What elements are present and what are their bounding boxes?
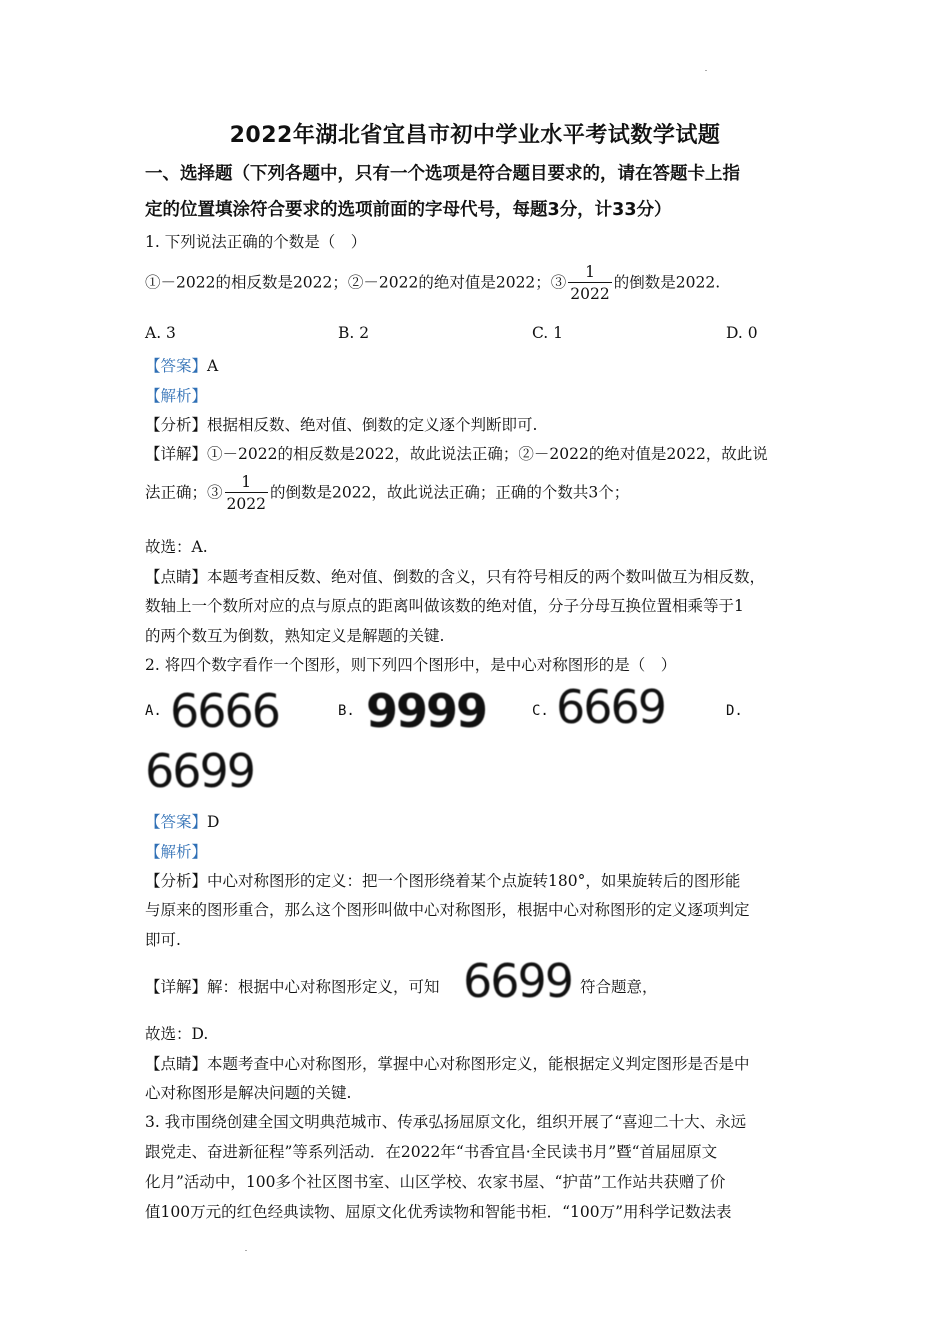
fraction-numerator: 1 xyxy=(241,473,252,491)
page-title: 2022年湖北省宜昌市初中学业水平考试数学试题 xyxy=(229,123,721,148)
option-c-label: C. xyxy=(532,703,549,719)
detail-text: 符合题意， xyxy=(580,978,658,996)
dianjing-text: 本题考查中心对称图形，掌握中心对称图形定义，能根据定义判定图形是否是中 xyxy=(207,1055,750,1073)
detail-image: 6699 xyxy=(463,954,573,1008)
answer-tag: 【答案】 xyxy=(145,813,208,831)
option-a-label: A. xyxy=(145,703,162,719)
fraction xyxy=(568,262,611,305)
option-b: B. 2 xyxy=(338,324,370,342)
dianjing-line xyxy=(145,1052,750,1074)
option-c-image: 6669 xyxy=(556,680,666,734)
question-1-stem: 1. 下列说法正确的个数是（ ） xyxy=(145,233,367,251)
fenxi-tag: 【分析】 xyxy=(145,872,208,890)
detail-text: 法正确；③ xyxy=(145,483,223,502)
option-a-image: 6666 xyxy=(170,684,280,738)
option-c: C. 1 xyxy=(532,324,564,342)
detail-text: 的倒数是2022，故此说法正确；正确的个数共3个； xyxy=(269,483,630,502)
dianjing-tag: 【点睛】 xyxy=(145,568,208,586)
page-mark-dot xyxy=(705,70,707,71)
detail-text: ①－2022的相反数是2022，故此说法正确；②－2022的绝对值是2022，故此说 xyxy=(207,445,768,463)
statement-text: ①－2022的相反数是2022；②－2022的绝对值是2022；③ xyxy=(145,273,567,292)
fraction-denominator: 2022 xyxy=(225,492,268,515)
dianjing-line: 数轴上一个数所对应的点与原点的距离叫做该数的绝对值，分子分母互换位置相乘等于1 xyxy=(145,597,744,615)
section-heading xyxy=(145,156,805,228)
detail-line xyxy=(145,442,768,464)
option-d-label: D. xyxy=(726,703,743,719)
detail-tag: 【详解】 xyxy=(145,445,208,463)
option-d: D. 0 xyxy=(726,324,758,342)
detail-line xyxy=(145,975,440,997)
choose-line: 故选：A. xyxy=(145,538,208,556)
option-a: A. 3 xyxy=(145,324,176,342)
answer-tag: 【答案】 xyxy=(145,357,208,375)
answer-value: A xyxy=(207,357,219,375)
question-3-line: 跟党走、奋进新征程”等系列活动．在2022年“书香宜昌·全民读书月”暨“首届屈原文 xyxy=(145,1143,718,1161)
fenxi-text: 中心对称图形的定义：把一个图形绕着某个点旋转180°，如果旋转后的图形能 xyxy=(207,872,741,890)
question-1-statement xyxy=(145,262,720,305)
option-d-image: 6699 xyxy=(145,744,255,798)
analysis-tag: 【解析】 xyxy=(145,387,208,405)
fraction-numerator: 1 xyxy=(585,263,595,281)
answer-line xyxy=(145,354,218,376)
statement-text: 的倒数是2022. xyxy=(613,273,721,292)
dianjing-line: 心对称图形是解决问题的关键. xyxy=(145,1084,352,1102)
dianjing-line: 的两个数互为倒数，熟知定义是解题的关键. xyxy=(145,627,445,645)
fenxi-line: 即可. xyxy=(145,931,181,949)
fenxi-line xyxy=(145,413,537,435)
question-3-line: 化月”活动中，100多个社区图书室、山区学校、农家书屋、“护苗”工作站共获赠了价 xyxy=(145,1173,726,1191)
option-b-image: 9999 xyxy=(366,684,487,738)
dianjing-line xyxy=(145,565,765,587)
answer-value: D xyxy=(207,813,220,831)
detail-line xyxy=(145,472,629,515)
question-2-stem: 2. 将四个数字看作一个图形，则下列四个图形中，是中心对称图形的是（ ） xyxy=(145,656,677,674)
dianjing-text: 本题考查相反数、绝对值、倒数的含义，只有符号相反的两个数叫做互为相反数， xyxy=(207,568,766,586)
section-heading-line: 定的位置填涂符合要求的选项前面的字母代号，每题3分，计33分） xyxy=(145,200,672,220)
fenxi-line: 与原来的图形重合，那么这个图形叫做中心对称图形，根据中心对称图形的定义逐项判定 xyxy=(145,901,750,919)
question-3-line: 值100万元的红色经典读物、屈原文化优秀读物和智能书柜．“100万”用科学记数法表 xyxy=(145,1203,732,1221)
fraction-denominator: 2022 xyxy=(568,282,611,305)
fenxi-tag: 【分析】 xyxy=(145,416,208,434)
analysis-tag: 【解析】 xyxy=(145,843,208,861)
section-heading-line: 一、选择题（下列各题中，只有一个选项是符合题目要求的，请在答题卡上指 xyxy=(145,164,740,184)
fraction xyxy=(225,472,268,515)
fenxi-line xyxy=(145,869,740,891)
dianjing-tag: 【点睛】 xyxy=(145,1055,208,1073)
detail-tag: 【详解】 xyxy=(145,978,208,996)
choose-line: 故选：D. xyxy=(145,1025,209,1043)
option-b-label: B. xyxy=(338,703,355,719)
fenxi-text: 根据相反数、绝对值、倒数的定义逐个判断即可. xyxy=(207,416,538,434)
page-mark-dot xyxy=(245,1250,247,1251)
answer-line xyxy=(145,810,219,832)
detail-text: 解：根据中心对称图形定义，可知 xyxy=(207,978,440,996)
question-3-line: 3. 我市围绕创建全国文明典范城市、传承弘扬屈原文化，组织开展了“喜迎二十大、永远 xyxy=(145,1113,747,1131)
